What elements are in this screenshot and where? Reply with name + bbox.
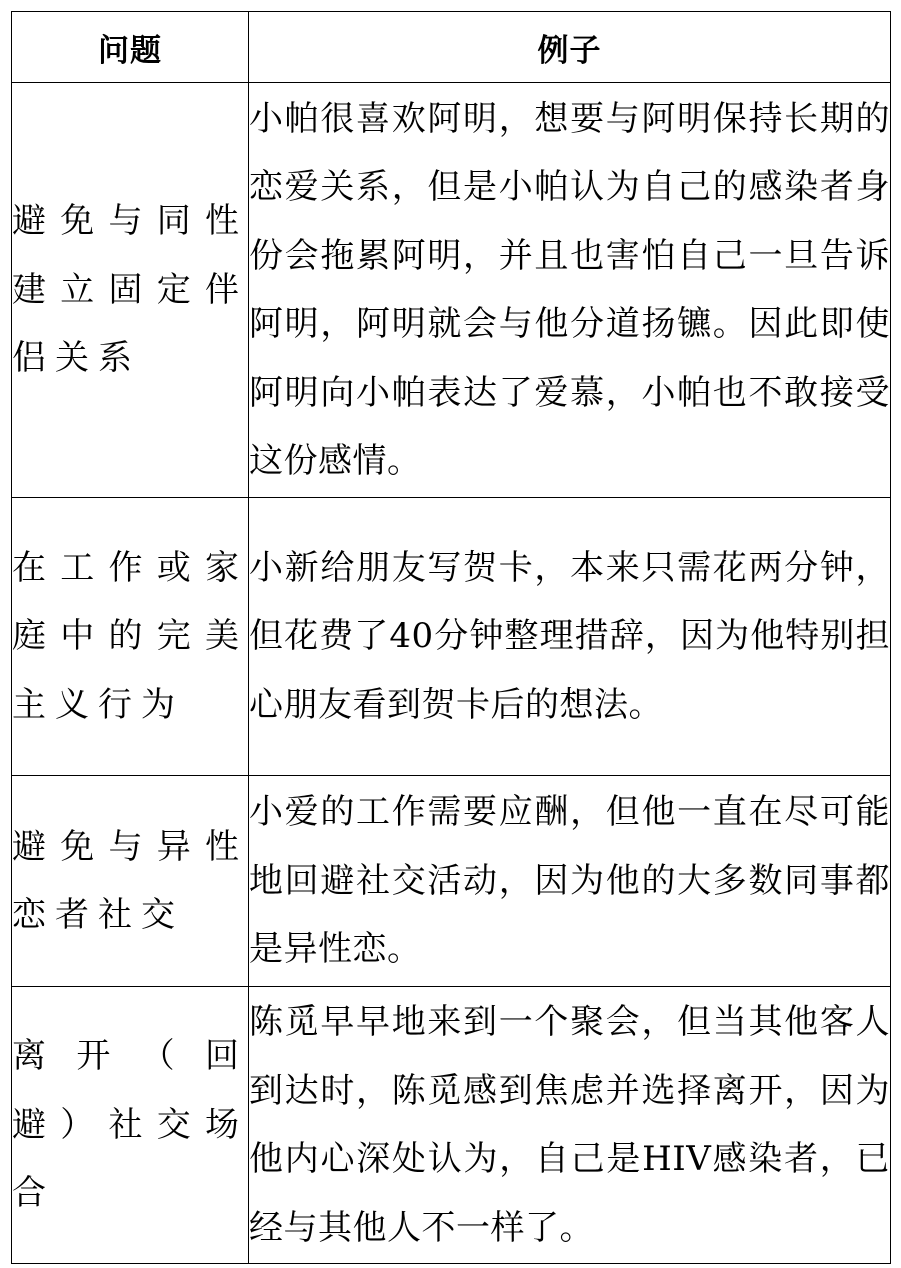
problem-cell: 在工作或家庭中的完美主义行为: [12, 498, 249, 776]
table-header-row: [12, 12, 891, 83]
problem-example-table: [11, 11, 891, 1264]
header-problem: 问题: [12, 12, 249, 83]
example-cell: 小爱的工作需要应酬，但他一直在尽可能地回避社交活动，因为他的大多数同事都是异性恋。: [249, 776, 891, 987]
table-row: [12, 498, 891, 776]
header-example: 例子: [249, 12, 891, 83]
example-cell: 小新给朋友写贺卡，本来只需花两分钟，但花费了40分钟整理措辞，因为他特别担心朋友看到贺卡后的想法。: [249, 498, 891, 776]
table-row: [12, 83, 891, 498]
table-row: [12, 776, 891, 987]
problem-cell: 离开（回避）社交场合: [12, 987, 249, 1264]
example-cell: 小帕很喜欢阿明，想要与阿明保持长期的恋爱关系，但是小帕认为自己的感染者身份会拖累阿明，并且也害怕自己一旦告诉阿明，阿明就会与他分道扬镳。因此即使阿明向小帕表达了爱慕，小帕也不敢接受这份感情。: [249, 83, 891, 498]
table-row: [12, 987, 891, 1264]
problem-cell: 避免与异性恋者社交: [12, 776, 249, 987]
problem-cell: 避免与同性建立固定伴侣关系: [12, 83, 249, 498]
example-cell: 陈觅早早地来到一个聚会，但当其他客人到达时，陈觅感到焦虑并选择离开，因为他内心深处认为，自己是HIV感染者，已经与其他人不一样了。: [249, 987, 891, 1264]
